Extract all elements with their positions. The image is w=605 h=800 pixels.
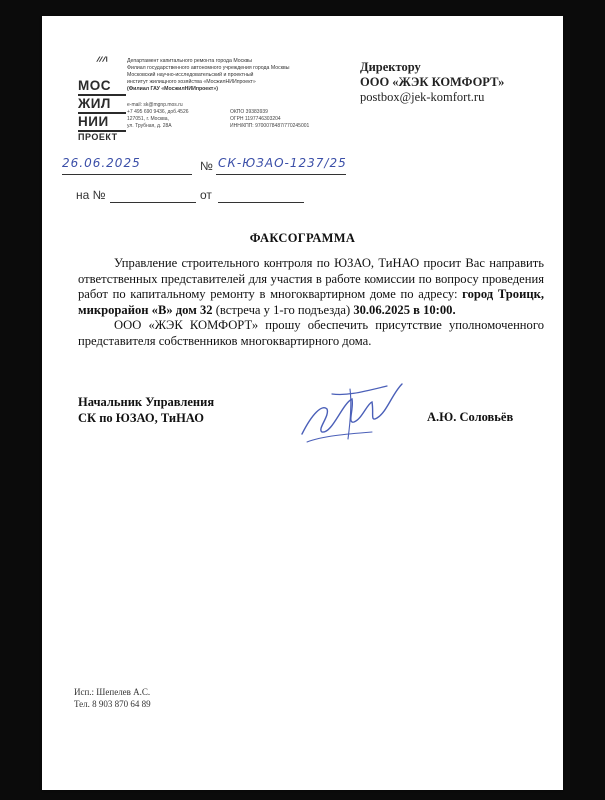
meeting-datetime: 30.06.2025 в 10:00. xyxy=(353,302,456,317)
contacts-left xyxy=(127,102,189,130)
addressee-company: ООО «ЖЭК КОМФОРТ» xyxy=(360,75,505,89)
contact-street: ул. Трубная, д. 28А xyxy=(127,123,172,129)
org-line: (Филиал ГАУ «МосжилНИИпроект») xyxy=(127,86,218,92)
from-label: от xyxy=(200,188,212,202)
contacts-right xyxy=(230,109,309,130)
org-line: Филиал государственного автономного учреждения города Москвы xyxy=(127,65,290,71)
contact-city: 127051, г. Москва, xyxy=(127,116,169,122)
from-underline xyxy=(218,202,304,203)
contact-ogrn: ОГРН 1197746303204 xyxy=(230,116,281,122)
addressee-position: Директору xyxy=(360,60,421,74)
date-underline xyxy=(62,174,192,175)
document-date: 26.06.2025 xyxy=(62,156,141,170)
body-text: (встреча у 1-го подъезда) xyxy=(212,302,354,317)
contact-okpo: ОКПО 39383939 xyxy=(230,109,268,115)
body-text: Управление строительного контроля по ЮЗАО, ТиНАО просит Вас направить ответственных представителей для участия в работе комиссии по вопросу проведения работ по капитальному ремонту в многоквартирном доме по адресу: xyxy=(78,256,544,301)
document-number: СК-ЮЗАО-1237/25 xyxy=(218,156,347,170)
number-underline xyxy=(216,174,346,175)
number-label: № xyxy=(200,159,213,173)
logo-word-3: НИИ xyxy=(78,114,109,129)
addressee-email: postbox@jek-komfort.ru xyxy=(360,90,485,104)
document-body xyxy=(78,256,544,349)
addressee-block xyxy=(360,60,550,105)
logo-word-2: ЖИЛ xyxy=(78,96,111,111)
signatory-position xyxy=(78,394,214,426)
logo-word-4: ПРОЕКТ xyxy=(78,132,118,142)
mosgilniiproekt-logo-icon xyxy=(78,56,126,80)
body-paragraph-1 xyxy=(78,256,544,318)
contact-inn: ИНН/КПП: 9700078487/770245001 xyxy=(230,123,310,129)
executor-phone: Тел. 8 903 870 64 89 xyxy=(74,699,151,709)
body-paragraph-2: ООО «ЖЭК КОМФОРТ» прошу обеспечить присутствие уполномоченного представителя собственников многоквартирного дома. xyxy=(78,318,544,348)
org-line: Департамент капитального ремонта города Москвы xyxy=(127,58,252,64)
document-title: ФАКСОГРАММА xyxy=(249,231,356,245)
executor-info xyxy=(74,686,151,710)
org-line: Московский научно-исследовательский и проектный xyxy=(127,72,254,78)
signatory-name: А.Ю. Соловьёв xyxy=(427,410,514,424)
reference-underline xyxy=(110,202,196,203)
meeting-address: город Троицк, микрорайон «В» дом 32 xyxy=(78,287,544,317)
handwritten-signature-icon xyxy=(292,374,412,449)
document-page xyxy=(42,16,563,790)
signatory-position-line: Начальник Управления xyxy=(78,395,215,409)
contact-phone: +7 495 690 9436, доб.4526 xyxy=(127,109,189,115)
reference-label: на № xyxy=(76,188,106,202)
executor-name: Исп.: Шепелев А.С. xyxy=(74,687,151,697)
org-line: институт жилищного хозяйства «МосжилНИИпроект» xyxy=(127,79,256,85)
signatory-position-line: СК по ЮЗАО, ТиНАО xyxy=(78,411,204,425)
organization-name xyxy=(127,58,357,93)
logo-word-1: МОС xyxy=(78,78,111,93)
contact-email: e-mail: sk@mgnp.mos.ru xyxy=(127,102,183,108)
